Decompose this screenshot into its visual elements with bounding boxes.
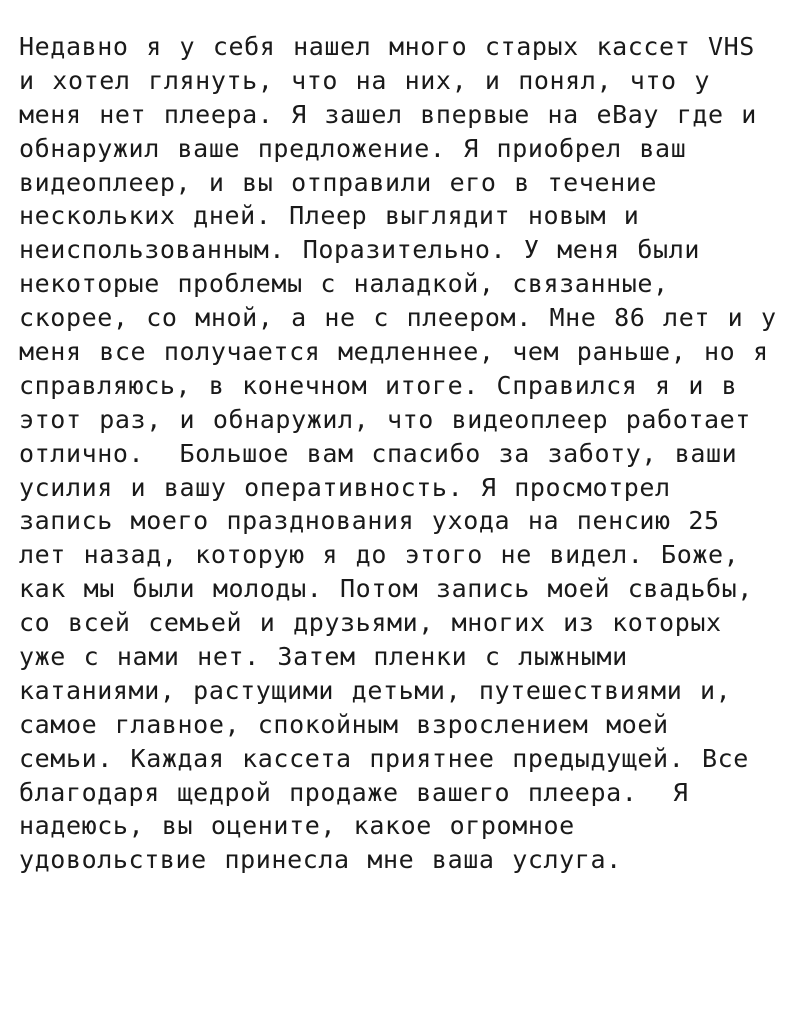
text-line-3: меня нет плеера. Я зашел впервые на eBay где и [19,99,757,129]
text-line-17: как мы были молоды. Потом запись моей свадьбы, [19,574,753,604]
text-line-9: скорее, со мной, а не с плеером. Мне 86 лет и у [19,303,777,333]
text-line-11: справляюсь, в конечном итоге. Справился я и в [19,370,738,400]
text-line-12: этот раз, и обнаружил, что видеоплеер работает [19,404,751,434]
text-line-10: меня все получается медленнее, чем раньше, но я [19,337,769,367]
text-line-8: некоторые проблемы с наладкой, связанные, [19,269,669,299]
text-line-13: отлично. Большое вам спасибо за заботу, ваши [19,438,738,468]
text-line-21: самое главное, спокойным взрослением моей [19,709,669,739]
text-line-18: со всей семьей и друзьями, многих из которых [19,608,722,638]
text-line-22: семьи. Каждая кассета приятнее предыдущей. Все [19,743,749,773]
text-line-15: запись моего празднования ухода на пенсию 25 [19,506,720,536]
text-line-20: катаниями, растущими детьми, путешествиями и, [19,675,732,705]
text-line-25: удовольствие принесла мне ваша услуга. [19,845,622,875]
text-line-23: благодаря щедрой продаже вашего плеера. Я [19,777,689,807]
text-line-2: и хотел глянуть, что на них, и понял, что у [19,65,711,95]
text-line-16: лет назад, которую я до этого не видел. Боже, [19,540,740,570]
text-line-6: нескольких дней. Плеер выглядит новым и [19,201,640,231]
letter-text [19,30,789,877]
text-line-14: усилия и вашу оперативность. Я просмотрел [19,472,671,502]
text-line-7: неиспользованным. Поразительно. У меня были [19,235,701,265]
text-line-5: видеоплеер, и вы отправили его в течение [19,167,658,197]
text-line-1: Недавно я у себя нашел много старых кассет VHS [19,32,755,61]
text-line-19: уже с нами нет. Затем пленки с лыжными [19,642,628,672]
text-line-24: надеюсь, вы оцените, какое огромное [19,811,575,841]
text-line-4: обнаружил ваше предложение. Я приобрел ваш [19,133,687,163]
